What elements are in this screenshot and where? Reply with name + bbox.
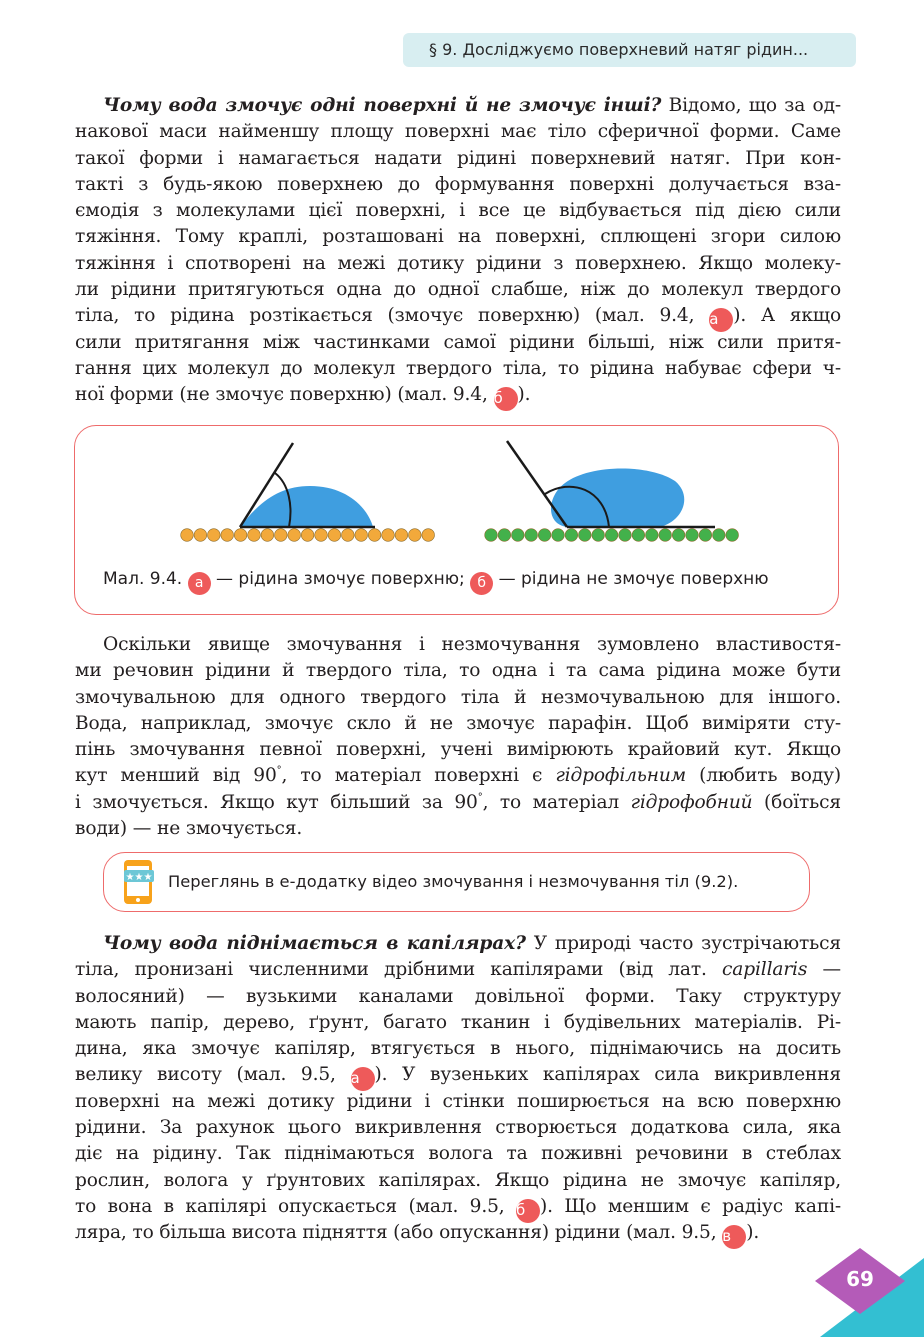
caption-a-badge: а <box>188 572 211 595</box>
question-capillaries: Чому вода піднімається в капілярах? <box>103 933 526 954</box>
section-header: § 9. Досліджуємо поверхневий натяг рідин... <box>403 33 856 67</box>
paragraph-contact-angle: Оскільки явище змочування і незмочування зумовлено властивостя- ми речовин рідини й твердого тіла, то одна і та сама рідина може бути змочувальною для одного твердого тіла й незмочувальною для іншого. Вода, наприклад, змочує скло й не змочує парафін. Щоб виміряти сту- пінь змочування певної поверхні, учені вимірюють крайовий кут. Якщо кут менший від 90°, то матеріал поверхні є гідрофільним (любить воду) і змочується. Якщо кут більший за 90°, то матеріал гідрофобний (боїться води) — не змочується. <box>75 634 842 840</box>
fig95-b-badge: б <box>516 1199 540 1223</box>
fig95-v-badge: в <box>722 1225 746 1249</box>
label-a-badge: а <box>709 308 733 332</box>
label-b-badge: б <box>494 387 518 411</box>
figure-caption: Мал. 9.4. а — рідина змочує поверхню; б — рідина не змочує поверхню <box>103 569 769 595</box>
term-hydrophilic: гідрофільним <box>555 765 686 787</box>
caption-b-badge: б <box>470 572 493 595</box>
paragraph-wetting: Чому вода змочує одні поверхні й не змочує інші? Відомо, що за од- накової маси найменшу площу поверхні має тіло сферичної форми. Саме такої форми і намагається надати рідині поверхневий натяг. При кон- такті з будь-якою поверхнею до формування поверхні долучається вза- ємодія з молекулами цієї поверхні, і все це відбувається під дією сили тяжіння. Тому краплі, розташовані на поверхні, сплющені згори силою тяжіння і спотворені на межі дотику рідини з поверхнею. Якщо молеку- ли рідини притягуються одна до одної слабше, ніж до молекул твердого тіла, то рідина розтікається (змочує поверхню) (мал. 9.4, а ). А якщо сили притягання між частинками самої рідини більші, ніж сили притя- гання цих молекул до молекул твердого тіла, то рідина набуває сфери ч- ної форми (не змочує поверхню) (мал. 9.4, б ). <box>75 93 841 409</box>
fig95-a-badge: а <box>351 1067 375 1091</box>
paragraph-capillaries: Чому вода піднімається в капілярах? У природі часто зустрічаються тіла, пронизані численними дрібними капілярами (від лат. capillaris — волосяний) — вузькими каналами довільної форми. Таку структуру мають папір, дерево, ґрунт, багато тканин і будівельних матеріалів. Рі- дина, яка змочує капіляр, втягується в нього, піднімаючись на досить велику висоту (мал. 9.5, а ). У вузеньких капілярах сила викривлення поверхні на межі дотику рідини і стінки поширюється на всю поверхню рідини. За рахунок цього викривлення створюється додаткова сила, яка діє на рідину. Так піднімаються волога та поживні речовини в стеблах рослин, волога у ґрунтових капілярах. Якщо рідина не змочує капіляр, то вона в капілярі опускається (мал. 9.5, б ). Що меншим є радіус капі- ляра, то більша висота підняття (або опускання) рідини (мал. 9.5, в ). <box>75 931 841 1247</box>
page-number: 69 <box>846 1267 874 1291</box>
question-wetting: Чому вода змочує одні поверхні й не змочує інші? <box>103 95 662 116</box>
term-hydrophobic: гідрофобний <box>630 791 753 813</box>
e-supplement-text: Переглянь в е-додатку відео змочування і незмочування тіл (9.2). <box>168 872 739 891</box>
svg-text:★★★: ★★★ <box>125 872 153 883</box>
